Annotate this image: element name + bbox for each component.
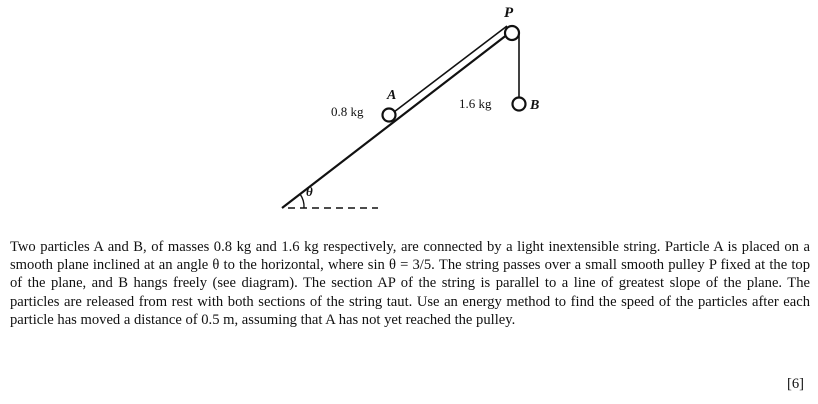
marks-label: [6] (786, 376, 804, 392)
inclined-plane-line (282, 34, 508, 208)
pulley-p (505, 26, 519, 40)
mass-a-label: 0.8 kg (331, 104, 364, 119)
mass-b-label: 1.6 kg (459, 96, 492, 111)
pulley-label: P (504, 5, 514, 21)
angle-label: θ (306, 184, 313, 199)
particle-a (383, 109, 396, 122)
question-text-block (10, 238, 810, 329)
question-text: Two particles A and B, of masses 0.8 kg and 1.6 kg respectively, are connected by a light inextensible string. Particle A is placed on a smooth plane inclined at an angle θ to the horizontal, where sin θ = 3/5. The string passes over a small smooth pulley P fixed at the top of the plane, and B hangs freely (see diagram). The section AP of the string is parallel to a line of greatest slope of the plane. The particles are released from rest with both sections of the string taut. Use an energy method to find the speed of the particles after each particle has moved a distance of 0.5 m, assuming that A has not yet reached the pulley. (10, 239, 810, 328)
particle-a-label: A (387, 88, 397, 103)
particle-b (513, 98, 526, 111)
particle-b-label: B (530, 98, 540, 113)
angle-arc (300, 194, 304, 208)
